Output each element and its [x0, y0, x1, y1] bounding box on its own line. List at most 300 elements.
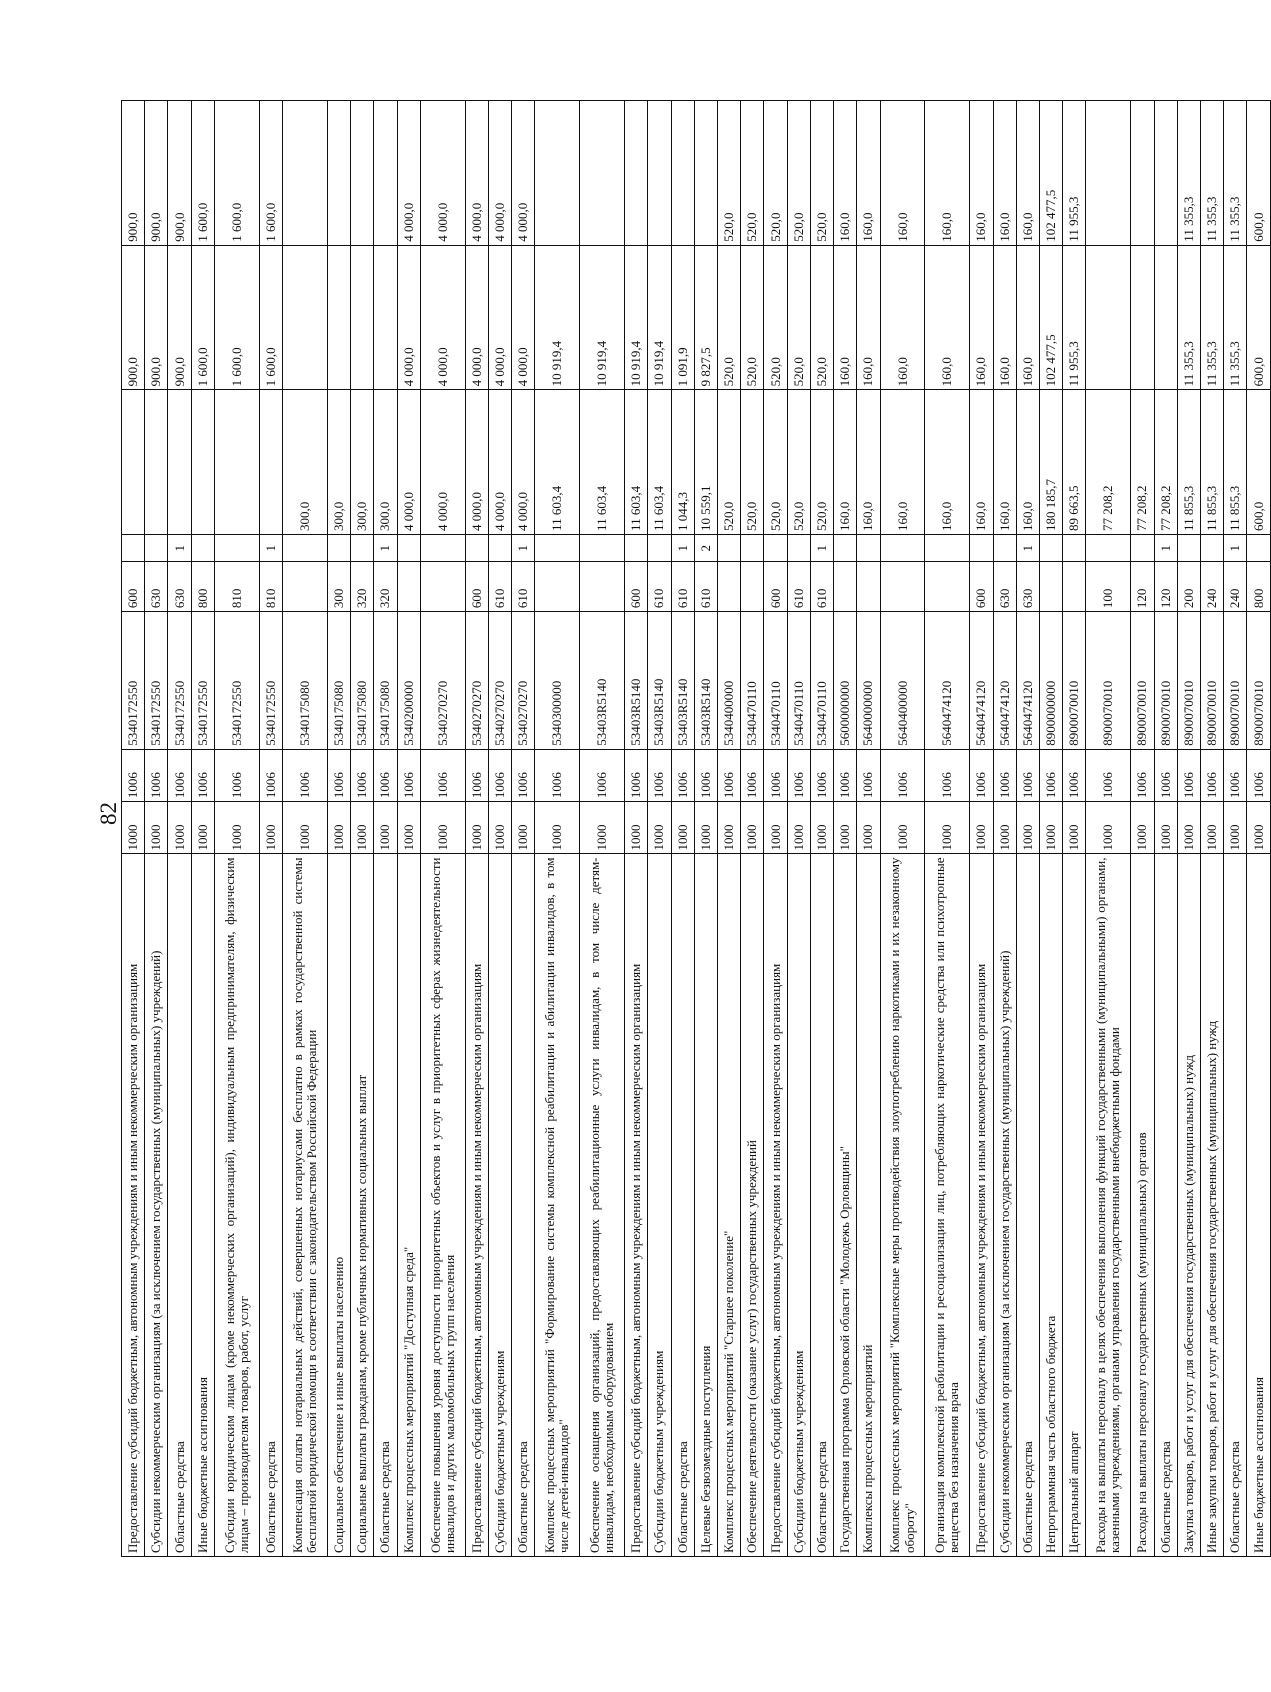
funding-source-cell — [145, 534, 168, 562]
section-code-cell: 1006 — [512, 749, 535, 801]
funding-source-cell — [834, 534, 857, 562]
amount-year1-cell: 4 000,0 — [420, 390, 465, 535]
target-article-cell: 53403R5140 — [694, 612, 717, 750]
target-article-cell: 53403R5140 — [648, 612, 671, 750]
amount-year3-cell — [1086, 101, 1131, 246]
amount-year3-cell — [327, 101, 350, 246]
amount-year2-cell: 11 955,3 — [1063, 245, 1086, 390]
expense-kind-cell: 600 — [625, 562, 648, 612]
table-row — [214, 101, 259, 1557]
row-name-cell: Областные средства — [259, 854, 282, 1557]
funding-source-cell — [465, 534, 488, 562]
expense-kind-cell: 800 — [1247, 562, 1271, 612]
target-article-cell: 5340470110 — [810, 612, 833, 750]
amount-year1-cell — [259, 390, 282, 535]
table-row — [145, 101, 168, 1557]
table-row — [925, 101, 970, 1557]
amount-year1-cell: 11 855,3 — [1201, 390, 1224, 535]
target-article-cell: 5340175080 — [374, 612, 397, 750]
row-name-cell: Центральный аппарат — [1063, 854, 1086, 1557]
ministry-code-cell: 1000 — [1201, 802, 1224, 854]
target-article-cell: 5340175080 — [351, 612, 374, 750]
funding-source-cell — [1040, 534, 1063, 562]
amount-year2-cell: 10 919,4 — [580, 245, 625, 390]
amount-year1-cell: 300,0 — [351, 390, 374, 535]
amount-year3-cell: 1 600,0 — [214, 101, 259, 246]
target-article-cell: 5340175080 — [327, 612, 350, 750]
amount-year2-cell: 1 600,0 — [214, 245, 259, 390]
section-code-cell: 1006 — [374, 749, 397, 801]
target-article-cell: 53403R5140 — [580, 612, 625, 750]
expense-kind-cell: 600 — [122, 562, 145, 612]
table-row — [259, 101, 282, 1557]
funding-source-cell — [580, 534, 625, 562]
funding-source-cell: 1 — [168, 534, 191, 562]
amount-year3-cell: 600,0 — [1247, 101, 1271, 246]
section-code-cell: 1006 — [741, 749, 764, 801]
funding-source-cell — [351, 534, 374, 562]
funding-source-cell: 2 — [694, 534, 717, 562]
row-name-cell: Компенсация оплаты нотариальных действий, совершенных нотариусами бесплатно в рамках государственной системы бесплатной юридической помощи в соответствии с законодательством Российской Федерации — [283, 854, 328, 1557]
amount-year2-cell: 160,0 — [925, 245, 970, 390]
table-row — [694, 101, 717, 1557]
target-article-cell: 5340172550 — [145, 612, 168, 750]
table-row — [488, 101, 511, 1557]
amount-year1-cell — [191, 390, 214, 535]
funding-source-cell — [214, 534, 259, 562]
ministry-code-cell: 1000 — [283, 802, 328, 854]
amount-year2-cell: 160,0 — [993, 245, 1016, 390]
target-article-cell: 5340172550 — [168, 612, 191, 750]
target-article-cell: 8900070010 — [1131, 612, 1154, 750]
amount-year1-cell: 11 855,3 — [1224, 390, 1247, 535]
budget-table-rotated — [121, 100, 1271, 1557]
amount-year3-cell: 160,0 — [857, 101, 880, 246]
amount-year1-cell: 300,0 — [374, 390, 397, 535]
table-row — [1131, 101, 1154, 1557]
ministry-code-cell: 1000 — [122, 802, 145, 854]
amount-year1-cell: 1 044,3 — [671, 390, 694, 535]
amount-year3-cell: 11 355,3 — [1177, 101, 1200, 246]
target-article-cell: 5340172550 — [214, 612, 259, 750]
row-name-cell: Предоставление субсидий бюджетным, автономным учреждениям и иным некоммерческим организациям — [122, 854, 145, 1557]
row-name-cell: Областные средства — [671, 854, 694, 1557]
amount-year1-cell: 160,0 — [993, 390, 1016, 535]
expense-kind-cell: 810 — [214, 562, 259, 612]
ministry-code-cell: 1000 — [671, 802, 694, 854]
funding-source-cell — [535, 534, 580, 562]
amount-year3-cell — [648, 101, 671, 246]
row-name-cell: Организация комплексной реабилитации и ресоциализации лиц, потребляющих наркотические средства или психотропные вещества без назначения врача — [925, 854, 970, 1557]
section-code-cell: 1006 — [1177, 749, 1200, 801]
ministry-code-cell: 1000 — [741, 802, 764, 854]
amount-year2-cell: 160,0 — [880, 245, 925, 390]
funding-source-cell — [1063, 534, 1086, 562]
section-code-cell: 1006 — [925, 749, 970, 801]
section-code-cell: 1006 — [1224, 749, 1247, 801]
row-name-cell: Закупка товаров, работ и услуг для обеспечения государственных (муниципальных) нужд — [1177, 854, 1200, 1557]
amount-year2-cell: 160,0 — [834, 245, 857, 390]
ministry-code-cell: 1000 — [397, 802, 420, 854]
amount-year1-cell: 89 663,5 — [1063, 390, 1086, 535]
ministry-code-cell: 1000 — [1131, 802, 1154, 854]
table-row — [420, 101, 465, 1557]
expense-kind-cell — [741, 562, 764, 612]
ministry-code-cell: 1000 — [810, 802, 833, 854]
ministry-code-cell: 1000 — [1086, 802, 1131, 854]
table-row — [764, 101, 787, 1557]
amount-year1-cell: 600,0 — [1247, 390, 1271, 535]
amount-year3-cell: 1 600,0 — [191, 101, 214, 246]
amount-year3-cell — [580, 101, 625, 246]
ministry-code-cell: 1000 — [1247, 802, 1271, 854]
amount-year2-cell: 600,0 — [1247, 245, 1271, 390]
funding-source-cell: 1 — [1224, 534, 1247, 562]
amount-year2-cell: 4 000,0 — [397, 245, 420, 390]
row-name-cell: Иные бюджетные ассигнования — [1247, 854, 1271, 1557]
amount-year2-cell: 11 355,3 — [1224, 245, 1247, 390]
amount-year1-cell: 300,0 — [283, 390, 328, 535]
funding-source-cell: 1 — [671, 534, 694, 562]
section-code-cell: 1006 — [1201, 749, 1224, 801]
row-name-cell: Комплекс процессных мероприятий "Комплексные меры противодействия злоупотреблению наркотиками и их незаконному обороту" — [880, 854, 925, 1557]
amount-year1-cell: 77 208,2 — [1086, 390, 1131, 535]
amount-year2-cell: 1 600,0 — [191, 245, 214, 390]
amount-year3-cell: 160,0 — [880, 101, 925, 246]
expense-kind-cell: 320 — [351, 562, 374, 612]
row-name-cell: Непрограммная часть областного бюджета — [1040, 854, 1063, 1557]
amount-year2-cell — [1131, 245, 1154, 390]
section-code-cell: 1006 — [993, 749, 1016, 801]
row-name-cell: Субсидии некоммерческим организациям (за исключением государственных (муниципальных) учреждений) — [993, 854, 1016, 1557]
ministry-code-cell: 1000 — [970, 802, 993, 854]
row-name-cell: Областные средства — [168, 854, 191, 1557]
table-row — [1016, 101, 1039, 1557]
ministry-code-cell: 1000 — [857, 802, 880, 854]
section-code-cell: 1006 — [191, 749, 214, 801]
row-name-cell: Областные средства — [810, 854, 833, 1557]
table-row — [535, 101, 580, 1557]
amount-year2-cell — [374, 245, 397, 390]
section-code-cell: 1006 — [764, 749, 787, 801]
expense-kind-cell — [1063, 562, 1086, 612]
expense-kind-cell — [535, 562, 580, 612]
amount-year3-cell: 4 000,0 — [397, 101, 420, 246]
target-article-cell: 5340270270 — [488, 612, 511, 750]
row-name-cell: Областные средства — [1154, 854, 1177, 1557]
section-code-cell: 1006 — [535, 749, 580, 801]
section-code-cell: 1006 — [694, 749, 717, 801]
ministry-code-cell: 1000 — [145, 802, 168, 854]
amount-year2-cell: 10 919,4 — [648, 245, 671, 390]
amount-year1-cell — [168, 390, 191, 535]
funding-source-cell — [122, 534, 145, 562]
section-code-cell: 1006 — [327, 749, 350, 801]
table-row — [1247, 101, 1271, 1557]
table-row — [741, 101, 764, 1557]
table-row — [787, 101, 810, 1557]
row-name-cell: Государственная программа Орловской области "Молодежь Орловщины" — [834, 854, 857, 1557]
amount-year3-cell: 1 600,0 — [259, 101, 282, 246]
ministry-code-cell: 1000 — [764, 802, 787, 854]
amount-year1-cell: 520,0 — [764, 390, 787, 535]
table-row — [397, 101, 420, 1557]
budget-rows — [122, 101, 1271, 1557]
page-number: 82 — [96, 802, 121, 825]
budget-table — [121, 100, 1271, 1557]
ministry-code-cell: 1000 — [1063, 802, 1086, 854]
expense-kind-cell: 100 — [1086, 562, 1131, 612]
ministry-code-cell: 1000 — [327, 802, 350, 854]
target-article-cell: 8900070010 — [1177, 612, 1200, 750]
row-name-cell: Расходы на выплаты персоналу государственных (муниципальных) органов — [1131, 854, 1154, 1557]
section-code-cell: 1006 — [810, 749, 833, 801]
table-row — [810, 101, 833, 1557]
row-name-cell: Областные средства — [1016, 854, 1039, 1557]
amount-year1-cell: 160,0 — [857, 390, 880, 535]
ministry-code-cell: 1000 — [465, 802, 488, 854]
ministry-code-cell: 1000 — [834, 802, 857, 854]
expense-kind-cell — [397, 562, 420, 612]
row-name-cell: Областные средства — [512, 854, 535, 1557]
amount-year3-cell: 160,0 — [993, 101, 1016, 246]
amount-year1-cell: 10 559,1 — [694, 390, 717, 535]
amount-year1-cell — [145, 390, 168, 535]
amount-year2-cell: 900,0 — [122, 245, 145, 390]
expense-kind-cell: 240 — [1224, 562, 1247, 612]
table-row — [327, 101, 350, 1557]
funding-source-cell — [764, 534, 787, 562]
expense-kind-cell: 610 — [810, 562, 833, 612]
amount-year2-cell: 1 091,9 — [671, 245, 694, 390]
table-row — [122, 101, 145, 1557]
amount-year3-cell: 11 355,3 — [1201, 101, 1224, 246]
section-code-cell: 1006 — [880, 749, 925, 801]
target-article-cell: 8900070010 — [1247, 612, 1271, 750]
section-code-cell: 1006 — [1131, 749, 1154, 801]
table-row — [648, 101, 671, 1557]
table-row — [168, 101, 191, 1557]
amount-year1-cell: 160,0 — [880, 390, 925, 535]
table-row — [993, 101, 1016, 1557]
target-article-cell: 8900000000 — [1040, 612, 1063, 750]
table-row — [580, 101, 625, 1557]
ministry-code-cell: 1000 — [374, 802, 397, 854]
amount-year2-cell: 520,0 — [718, 245, 741, 390]
amount-year3-cell — [1131, 101, 1154, 246]
amount-year2-cell: 900,0 — [168, 245, 191, 390]
expense-kind-cell — [283, 562, 328, 612]
expense-kind-cell — [834, 562, 857, 612]
section-code-cell: 1006 — [1063, 749, 1086, 801]
section-code-cell: 1006 — [1016, 749, 1039, 801]
row-name-cell: Целевые безвозмездные поступления — [694, 854, 717, 1557]
row-name-cell: Субсидии некоммерческим организациям (за исключением государственных (муниципальных) учреждений) — [145, 854, 168, 1557]
section-code-cell: 1006 — [168, 749, 191, 801]
ministry-code-cell: 1000 — [1040, 802, 1063, 854]
table-row — [1086, 101, 1131, 1557]
table-row — [351, 101, 374, 1557]
amount-year3-cell — [351, 101, 374, 246]
ministry-code-cell: 1000 — [1177, 802, 1200, 854]
ministry-code-cell: 1000 — [648, 802, 671, 854]
amount-year2-cell: 11 355,3 — [1177, 245, 1200, 390]
table-row — [1224, 101, 1247, 1557]
target-article-cell: 8900070010 — [1086, 612, 1131, 750]
target-article-cell: 5340470110 — [741, 612, 764, 750]
ministry-code-cell: 1000 — [512, 802, 535, 854]
target-article-cell: 8900070010 — [1154, 612, 1177, 750]
ministry-code-cell: 1000 — [259, 802, 282, 854]
target-article-cell: 5640000000 — [857, 612, 880, 750]
funding-source-cell — [857, 534, 880, 562]
amount-year1-cell: 520,0 — [741, 390, 764, 535]
amount-year2-cell: 520,0 — [810, 245, 833, 390]
amount-year2-cell: 10 919,4 — [535, 245, 580, 390]
table-row — [671, 101, 694, 1557]
table-row — [1040, 101, 1063, 1557]
target-article-cell: 5340172550 — [122, 612, 145, 750]
amount-year3-cell: 160,0 — [970, 101, 993, 246]
expense-kind-cell: 610 — [648, 562, 671, 612]
target-article-cell: 5640474120 — [993, 612, 1016, 750]
expense-kind-cell: 300 — [327, 562, 350, 612]
ministry-code-cell: 1000 — [925, 802, 970, 854]
amount-year1-cell: 160,0 — [1016, 390, 1039, 535]
section-code-cell: 1006 — [671, 749, 694, 801]
amount-year2-cell: 10 919,4 — [625, 245, 648, 390]
expense-kind-cell: 610 — [488, 562, 511, 612]
target-article-cell: 5340400000 — [718, 612, 741, 750]
ministry-code-cell: 1000 — [580, 802, 625, 854]
target-article-cell: 5640474120 — [925, 612, 970, 750]
funding-source-cell — [1086, 534, 1131, 562]
row-name-cell: Субсидии бюджетным учреждениям — [488, 854, 511, 1557]
row-name-cell: Комплекс процессных мероприятий "Доступная среда" — [397, 854, 420, 1557]
target-article-cell: 5340470110 — [764, 612, 787, 750]
section-code-cell: 1006 — [214, 749, 259, 801]
amount-year3-cell — [671, 101, 694, 246]
amount-year1-cell: 77 208,2 — [1154, 390, 1177, 535]
expense-kind-cell — [925, 562, 970, 612]
amount-year2-cell: 4 000,0 — [420, 245, 465, 390]
table-row — [1154, 101, 1177, 1557]
target-article-cell: 8900070010 — [1224, 612, 1247, 750]
expense-kind-cell: 630 — [1016, 562, 1039, 612]
section-code-cell: 1006 — [351, 749, 374, 801]
funding-source-cell — [191, 534, 214, 562]
target-article-cell: 5340270270 — [465, 612, 488, 750]
ministry-code-cell: 1000 — [214, 802, 259, 854]
ministry-code-cell: 1000 — [1154, 802, 1177, 854]
ministry-code-cell: 1000 — [1016, 802, 1039, 854]
row-name-cell: Социальные выплаты гражданам, кроме публичных нормативных социальных выплат — [351, 854, 374, 1557]
amount-year2-cell — [351, 245, 374, 390]
amount-year3-cell: 102 477,5 — [1040, 101, 1063, 246]
expense-kind-cell: 800 — [191, 562, 214, 612]
amount-year3-cell: 160,0 — [925, 101, 970, 246]
amount-year3-cell: 160,0 — [1016, 101, 1039, 246]
amount-year2-cell: 900,0 — [145, 245, 168, 390]
funding-source-cell — [420, 534, 465, 562]
section-code-cell: 1006 — [857, 749, 880, 801]
row-name-cell: Предоставление субсидий бюджетным, автономным учреждениям и иным некоммерческим организациям — [465, 854, 488, 1557]
ministry-code-cell: 1000 — [993, 802, 1016, 854]
funding-source-cell — [718, 534, 741, 562]
section-code-cell: 1006 — [718, 749, 741, 801]
expense-kind-cell: 630 — [993, 562, 1016, 612]
ministry-code-cell: 1000 — [625, 802, 648, 854]
funding-source-cell — [970, 534, 993, 562]
section-code-cell: 1006 — [465, 749, 488, 801]
expense-kind-cell: 610 — [512, 562, 535, 612]
row-name-cell: Субсидии бюджетным учреждениям — [648, 854, 671, 1557]
target-article-cell: 5640474120 — [1016, 612, 1039, 750]
section-code-cell: 1006 — [283, 749, 328, 801]
amount-year2-cell: 4 000,0 — [488, 245, 511, 390]
funding-source-cell — [787, 534, 810, 562]
table-row — [1201, 101, 1224, 1557]
amount-year3-cell — [625, 101, 648, 246]
ministry-code-cell: 1000 — [351, 802, 374, 854]
amount-year1-cell: 160,0 — [834, 390, 857, 535]
ministry-code-cell: 1000 — [1224, 802, 1247, 854]
target-article-cell: 5340300000 — [535, 612, 580, 750]
expense-kind-cell: 610 — [787, 562, 810, 612]
section-code-cell: 1006 — [834, 749, 857, 801]
funding-source-cell: 1 — [374, 534, 397, 562]
table-row — [374, 101, 397, 1557]
amount-year2-cell — [283, 245, 328, 390]
section-code-cell: 1006 — [1247, 749, 1271, 801]
ministry-code-cell: 1000 — [488, 802, 511, 854]
expense-kind-cell: 630 — [168, 562, 191, 612]
amount-year1-cell: 520,0 — [718, 390, 741, 535]
funding-source-cell — [327, 534, 350, 562]
amount-year2-cell: 520,0 — [741, 245, 764, 390]
ministry-code-cell: 1000 — [420, 802, 465, 854]
funding-source-cell — [925, 534, 970, 562]
table-row — [283, 101, 328, 1557]
amount-year2-cell: 520,0 — [787, 245, 810, 390]
funding-source-cell — [625, 534, 648, 562]
ministry-code-cell: 1000 — [535, 802, 580, 854]
amount-year2-cell — [1154, 245, 1177, 390]
section-code-cell: 1006 — [1154, 749, 1177, 801]
row-name-cell: Обеспечение деятельности (оказание услуг) государственных учреждений — [741, 854, 764, 1557]
section-code-cell: 1006 — [970, 749, 993, 801]
table-row — [465, 101, 488, 1557]
amount-year2-cell: 520,0 — [764, 245, 787, 390]
amount-year3-cell: 4 000,0 — [420, 101, 465, 246]
amount-year1-cell: 11 855,3 — [1177, 390, 1200, 535]
row-name-cell: Предоставление субсидий бюджетным, автономным учреждениям и иным некоммерческим организациям — [970, 854, 993, 1557]
amount-year3-cell: 900,0 — [122, 101, 145, 246]
row-name-cell: Субсидии бюджетным учреждениям — [787, 854, 810, 1557]
ministry-code-cell: 1000 — [787, 802, 810, 854]
amount-year3-cell — [1154, 101, 1177, 246]
row-name-cell: Социальное обеспечение и иные выплаты населению — [327, 854, 350, 1557]
target-article-cell: 5640400000 — [880, 612, 925, 750]
row-name-cell: Областные средства — [374, 854, 397, 1557]
row-name-cell: Комплексы процессных мероприятий — [857, 854, 880, 1557]
amount-year2-cell: 9 827,5 — [694, 245, 717, 390]
target-article-cell: 5600000000 — [834, 612, 857, 750]
target-article-cell: 53403R5140 — [625, 612, 648, 750]
row-name-cell: Областные средства — [1224, 854, 1247, 1557]
ministry-code-cell: 1000 — [191, 802, 214, 854]
funding-source-cell — [1201, 534, 1224, 562]
